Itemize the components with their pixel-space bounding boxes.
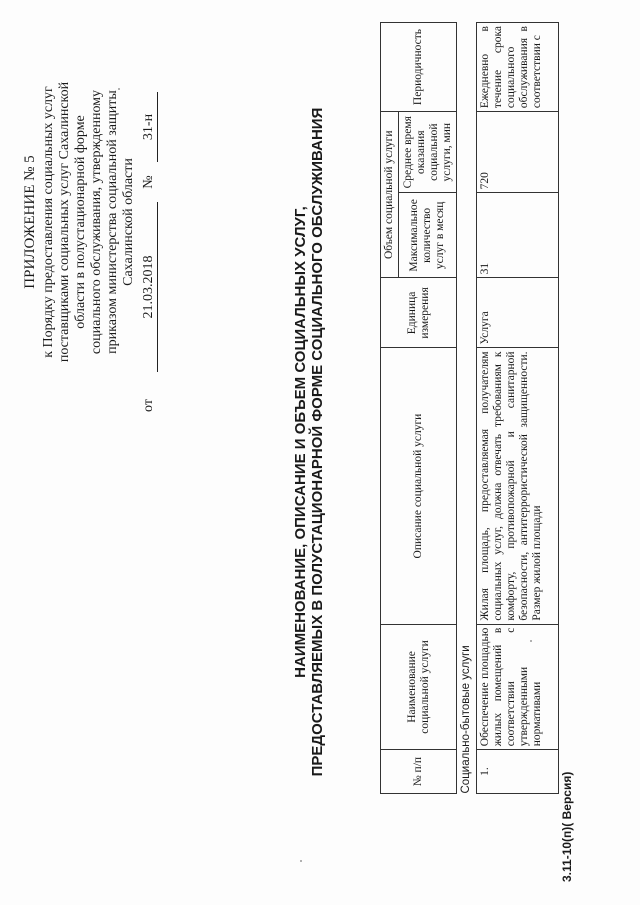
appendix-line: Сахалинской области: [121, 158, 136, 286]
rotated-document: [12, 22, 612, 882]
row-name: Обеспечение площадью жилых помещений в соответствии с утвержденными нормативами: [477, 624, 559, 750]
header-max-qty: Максимальное количество услуг в месяц: [399, 193, 457, 278]
number-label: №: [141, 175, 156, 189]
header-volume: Объем социальной услуги: [381, 112, 399, 278]
appendix-line: поставщиками социальных услуг Сахалинской: [57, 81, 72, 363]
order-signature-line: [141, 32, 158, 412]
row-description: Жилая площадь, предоставляемая получателям социальных услуг, должна отвечать требованиям к комфорту, противопожарной и санитарной безопасности, антитеррористической защищенности. Размер жилой площади: [477, 348, 559, 624]
header-name: Наименование социальной услуги: [381, 624, 457, 750]
header-unit: Единица измерения: [381, 278, 457, 348]
page-title: [292, 62, 326, 822]
appendix-title: ПРИЛОЖЕНИЕ № 5: [22, 155, 38, 289]
header-periodicity: Периодичность: [381, 23, 457, 112]
appendix-line: области в полустационарной форме: [73, 115, 88, 329]
appendix-line: к Порядку предоставления социальных услуг: [41, 86, 56, 358]
row-unit: Услуга: [477, 278, 559, 348]
appendix-line: приказом министерства социальной защиты: [105, 90, 120, 354]
appendix-header: [22, 32, 158, 412]
document-version: 3.11-10(п)( Версия): [560, 771, 574, 882]
scan-speck: [300, 860, 302, 862]
services-table: [380, 22, 559, 794]
header-avg-time: Среднее время оказания социальной услуги, мин: [399, 112, 457, 193]
title-line-2: ПРЕДОСТАВЛЯЕМЫХ В ПОЛУСТАЦИОНАРНОЙ ФОРМЕ СОЦИАЛЬНОГО ОБСЛУЖИВАНИЯ: [309, 107, 326, 777]
header-description: Описание социальной услуги: [381, 348, 457, 624]
row-max-qty: 31: [477, 193, 559, 278]
row-num: 1.: [477, 750, 559, 794]
row-avg-time: 720: [477, 112, 559, 193]
from-label: от: [141, 399, 156, 412]
title-line-1: НАИМЕНОВАНИЕ, ОПИСАНИЕ И ОБЪЕМ СОЦИАЛЬНЫХ УСЛУГ,: [292, 206, 309, 678]
section-title: Социально-бытовые услуги: [460, 645, 472, 794]
row-periodicity: Ежедневно в течение срока социального обслуживания в соответствии с: [477, 23, 559, 112]
header-num: № п/п: [381, 750, 457, 794]
scan-speck: [118, 88, 120, 90]
scan-speck: [530, 640, 532, 642]
order-date: 21.03.2018: [141, 202, 158, 372]
appendix-line: социального обслуживания, утвержденному: [89, 89, 104, 355]
order-number: 31-н: [141, 92, 158, 162]
